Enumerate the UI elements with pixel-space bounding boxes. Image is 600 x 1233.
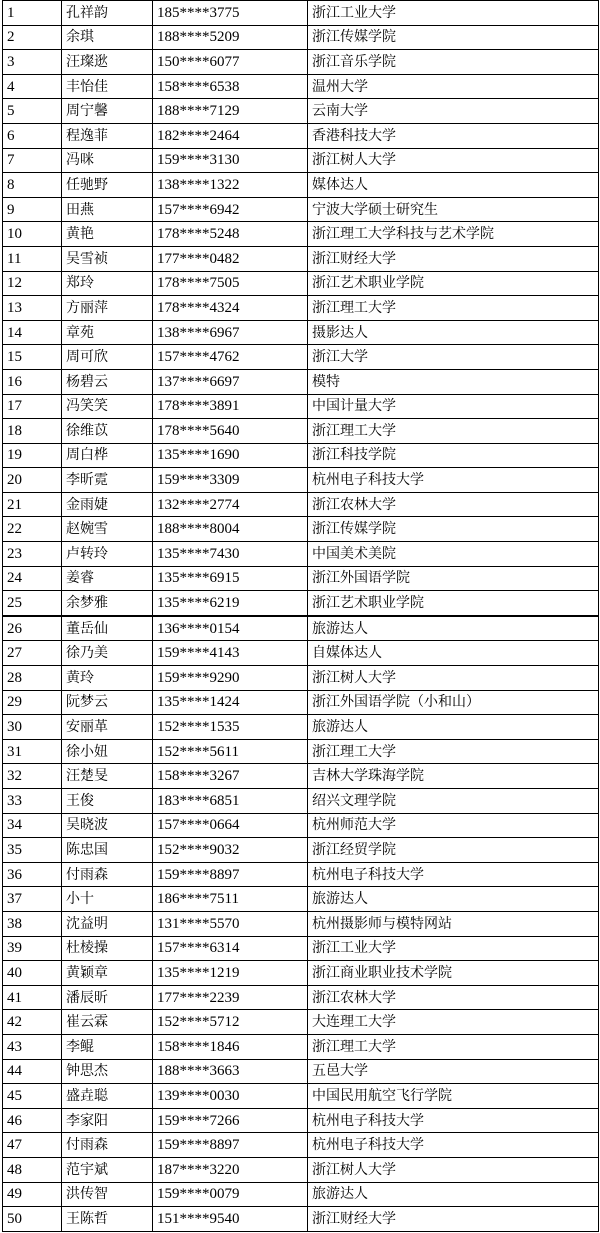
row-number-cell: 25 (3, 591, 62, 616)
name-cell: 吴雪祯 (62, 246, 153, 271)
row-number-cell: 50 (3, 1207, 62, 1232)
organization-cell: 旅游达人 (308, 616, 599, 641)
row-number-cell: 36 (3, 862, 62, 887)
table-row (3, 419, 599, 444)
organization-cell: 浙江外国语学院（小和山） (308, 690, 599, 715)
name-cell: 任驰野 (62, 173, 153, 198)
table-row (3, 764, 599, 789)
row-number-cell: 38 (3, 911, 62, 936)
phone-cell: 159****9290 (153, 666, 308, 691)
row-number-cell: 16 (3, 369, 62, 394)
organization-cell: 浙江经贸学院 (308, 838, 599, 863)
table-row (3, 1010, 599, 1035)
table-row (3, 961, 599, 986)
name-cell: 冯咪 (62, 148, 153, 173)
name-cell: 周可欣 (62, 345, 153, 370)
table-row (3, 542, 599, 567)
row-number-cell: 48 (3, 1157, 62, 1182)
phone-cell: 138****1322 (153, 173, 308, 198)
phone-cell: 178****7505 (153, 271, 308, 296)
row-number-cell: 44 (3, 1059, 62, 1084)
table-row (3, 936, 599, 961)
table-row (3, 468, 599, 493)
phone-cell: 178****5248 (153, 222, 308, 247)
table-row (3, 1182, 599, 1207)
phone-cell: 159****8897 (153, 1133, 308, 1158)
table-row (3, 394, 599, 419)
organization-cell: 吉林大学珠海学院 (308, 764, 599, 789)
organization-cell: 浙江树人大学 (308, 148, 599, 173)
table-row (3, 222, 599, 247)
name-cell: 黄玲 (62, 666, 153, 691)
organization-cell: 中国民用航空飞行学院 (308, 1084, 599, 1109)
name-cell: 余梦雅 (62, 591, 153, 616)
row-number-cell: 34 (3, 813, 62, 838)
table-row (3, 690, 599, 715)
row-number-cell: 42 (3, 1010, 62, 1035)
organization-cell: 浙江工业大学 (308, 936, 599, 961)
table-row (3, 789, 599, 814)
organization-cell: 浙江音乐学院 (308, 50, 599, 75)
organization-cell: 浙江外国语学院 (308, 566, 599, 591)
row-number-cell: 9 (3, 197, 62, 222)
table-row (3, 911, 599, 936)
name-cell: 付雨森 (62, 862, 153, 887)
organization-cell: 杭州师范大学 (308, 813, 599, 838)
table-row (3, 715, 599, 740)
organization-cell: 摄影达人 (308, 320, 599, 345)
name-cell: 范宇斌 (62, 1157, 153, 1182)
organization-cell: 浙江传媒学院 (308, 517, 599, 542)
table-row (3, 197, 599, 222)
name-cell: 孔祥韵 (62, 1, 153, 26)
phone-cell: 178****5640 (153, 419, 308, 444)
organization-cell: 旅游达人 (308, 1182, 599, 1207)
phone-cell: 188****5209 (153, 25, 308, 50)
name-cell: 周白桦 (62, 443, 153, 468)
table-row (3, 492, 599, 517)
organization-cell: 绍兴文理学院 (308, 789, 599, 814)
table-row (3, 591, 599, 616)
table-row (3, 1059, 599, 1084)
name-cell: 汪璨逖 (62, 50, 153, 75)
phone-cell: 151****9540 (153, 1207, 308, 1232)
organization-cell: 杭州电子科技大学 (308, 1108, 599, 1133)
table-row (3, 25, 599, 50)
row-number-cell: 32 (3, 764, 62, 789)
organization-cell: 旅游达人 (308, 715, 599, 740)
phone-cell: 157****0664 (153, 813, 308, 838)
table-row (3, 148, 599, 173)
organization-cell: 浙江农林大学 (308, 985, 599, 1010)
phone-cell: 150****6077 (153, 50, 308, 75)
phone-cell: 157****6942 (153, 197, 308, 222)
phone-cell: 158****1846 (153, 1034, 308, 1059)
row-number-cell: 46 (3, 1108, 62, 1133)
phone-cell: 159****0079 (153, 1182, 308, 1207)
row-number-cell: 8 (3, 173, 62, 198)
organization-cell: 浙江艺术职业学院 (308, 591, 599, 616)
organization-cell: 浙江商业职业技术学院 (308, 961, 599, 986)
table-row (3, 1133, 599, 1158)
name-cell: 黄颖章 (62, 961, 153, 986)
table-row (3, 641, 599, 666)
name-cell: 方丽萍 (62, 296, 153, 321)
phone-cell: 188****3663 (153, 1059, 308, 1084)
name-cell: 郑玲 (62, 271, 153, 296)
table-row (3, 1157, 599, 1182)
phone-cell: 159****3309 (153, 468, 308, 493)
organization-cell: 浙江理工大学 (308, 419, 599, 444)
phone-cell: 183****6851 (153, 789, 308, 814)
row-number-cell: 15 (3, 345, 62, 370)
organization-cell: 杭州电子科技大学 (308, 1133, 599, 1158)
name-cell: 钟思杰 (62, 1059, 153, 1084)
table-row (3, 739, 599, 764)
row-number-cell: 31 (3, 739, 62, 764)
table-row (3, 50, 599, 75)
table-row (3, 123, 599, 148)
row-number-cell: 35 (3, 838, 62, 863)
organization-cell: 云南大学 (308, 99, 599, 124)
row-number-cell: 26 (3, 616, 62, 641)
row-number-cell: 40 (3, 961, 62, 986)
row-number-cell: 4 (3, 74, 62, 99)
phone-cell: 135****1219 (153, 961, 308, 986)
table-row (3, 271, 599, 296)
name-cell: 程逸菲 (62, 123, 153, 148)
table-row (3, 813, 599, 838)
table-row (3, 566, 599, 591)
table-row (3, 320, 599, 345)
row-number-cell: 49 (3, 1182, 62, 1207)
organization-cell: 媒体达人 (308, 173, 599, 198)
organization-cell: 大连理工大学 (308, 1010, 599, 1035)
name-cell: 徐乃美 (62, 641, 153, 666)
name-cell: 徐小妞 (62, 739, 153, 764)
table-row (3, 838, 599, 863)
phone-cell: 159****8897 (153, 862, 308, 887)
name-cell: 丰怡佳 (62, 74, 153, 99)
phone-cell: 187****3220 (153, 1157, 308, 1182)
table-row (3, 296, 599, 321)
phone-cell: 182****2464 (153, 123, 308, 148)
organization-cell: 温州大学 (308, 74, 599, 99)
row-number-cell: 28 (3, 666, 62, 691)
name-cell: 黄艳 (62, 222, 153, 247)
organization-cell: 杭州电子科技大学 (308, 862, 599, 887)
phone-cell: 152****5611 (153, 739, 308, 764)
row-number-cell: 11 (3, 246, 62, 271)
organization-cell: 五邑大学 (308, 1059, 599, 1084)
organization-cell: 杭州电子科技大学 (308, 468, 599, 493)
row-number-cell: 43 (3, 1034, 62, 1059)
row-number-cell: 12 (3, 271, 62, 296)
row-number-cell: 6 (3, 123, 62, 148)
name-cell: 李鲲 (62, 1034, 153, 1059)
table-row (3, 517, 599, 542)
row-number-cell: 45 (3, 1084, 62, 1109)
organization-cell: 自媒体达人 (308, 641, 599, 666)
phone-cell: 132****2774 (153, 492, 308, 517)
participant-table-body (3, 1, 599, 1232)
organization-cell: 浙江理工大学 (308, 1034, 599, 1059)
organization-cell: 浙江树人大学 (308, 1157, 599, 1182)
row-number-cell: 27 (3, 641, 62, 666)
phone-cell: 158****6538 (153, 74, 308, 99)
phone-cell: 135****7430 (153, 542, 308, 567)
phone-cell: 188****8004 (153, 517, 308, 542)
table-row (3, 666, 599, 691)
row-number-cell: 30 (3, 715, 62, 740)
phone-cell: 152****5712 (153, 1010, 308, 1035)
phone-cell: 159****4143 (153, 641, 308, 666)
name-cell: 阮梦云 (62, 690, 153, 715)
table-row (3, 1108, 599, 1133)
row-number-cell: 2 (3, 25, 62, 50)
organization-cell: 浙江树人大学 (308, 666, 599, 691)
name-cell: 姜睿 (62, 566, 153, 591)
row-number-cell: 37 (3, 887, 62, 912)
name-cell: 安丽革 (62, 715, 153, 740)
name-cell: 余琪 (62, 25, 153, 50)
name-cell: 田燕 (62, 197, 153, 222)
row-number-cell: 20 (3, 468, 62, 493)
row-number-cell: 24 (3, 566, 62, 591)
organization-cell: 浙江理工大学 (308, 296, 599, 321)
organization-cell: 浙江科技学院 (308, 443, 599, 468)
organization-cell: 杭州摄影师与模特网站 (308, 911, 599, 936)
phone-cell: 135****6915 (153, 566, 308, 591)
phone-cell: 185****3775 (153, 1, 308, 26)
phone-cell: 152****1535 (153, 715, 308, 740)
row-number-cell: 23 (3, 542, 62, 567)
organization-cell: 宁波大学硕士研究生 (308, 197, 599, 222)
table-row (3, 862, 599, 887)
name-cell: 陈忠国 (62, 838, 153, 863)
row-number-cell: 5 (3, 99, 62, 124)
organization-cell: 香港科技大学 (308, 123, 599, 148)
organization-cell: 浙江大学 (308, 345, 599, 370)
table-row (3, 1034, 599, 1059)
table-row (3, 74, 599, 99)
table-row (3, 345, 599, 370)
row-number-cell: 7 (3, 148, 62, 173)
name-cell: 金雨婕 (62, 492, 153, 517)
table-row (3, 246, 599, 271)
table-row (3, 1, 599, 26)
row-number-cell: 22 (3, 517, 62, 542)
row-number-cell: 18 (3, 419, 62, 444)
name-cell: 杜棱操 (62, 936, 153, 961)
organization-cell: 浙江传媒学院 (308, 25, 599, 50)
row-number-cell: 14 (3, 320, 62, 345)
phone-cell: 159****3130 (153, 148, 308, 173)
row-number-cell: 17 (3, 394, 62, 419)
row-number-cell: 19 (3, 443, 62, 468)
name-cell: 董岳仙 (62, 616, 153, 641)
name-cell: 汪楚旻 (62, 764, 153, 789)
name-cell: 吴晓波 (62, 813, 153, 838)
organization-cell: 浙江理工大学 (308, 739, 599, 764)
organization-cell: 浙江财经大学 (308, 246, 599, 271)
name-cell: 章苑 (62, 320, 153, 345)
row-number-cell: 39 (3, 936, 62, 961)
participant-table (2, 0, 599, 1232)
name-cell: 赵婉雪 (62, 517, 153, 542)
table-row (3, 369, 599, 394)
organization-cell: 中国美术美院 (308, 542, 599, 567)
name-cell: 冯笑笑 (62, 394, 153, 419)
phone-cell: 177****2239 (153, 985, 308, 1010)
name-cell: 王俊 (62, 789, 153, 814)
name-cell: 王陈哲 (62, 1207, 153, 1232)
organization-cell: 中国计量大学 (308, 394, 599, 419)
phone-cell: 139****0030 (153, 1084, 308, 1109)
name-cell: 李家阳 (62, 1108, 153, 1133)
row-number-cell: 47 (3, 1133, 62, 1158)
phone-cell: 137****6697 (153, 369, 308, 394)
row-number-cell: 33 (3, 789, 62, 814)
table-row (3, 616, 599, 641)
phone-cell: 138****6967 (153, 320, 308, 345)
table-row (3, 887, 599, 912)
table-row (3, 443, 599, 468)
name-cell: 盛垚聪 (62, 1084, 153, 1109)
name-cell: 沈益明 (62, 911, 153, 936)
name-cell: 周宁馨 (62, 99, 153, 124)
organization-cell: 旅游达人 (308, 887, 599, 912)
table-row (3, 1207, 599, 1232)
organization-cell: 浙江财经大学 (308, 1207, 599, 1232)
phone-cell: 157****4762 (153, 345, 308, 370)
name-cell: 李昕霓 (62, 468, 153, 493)
row-number-cell: 1 (3, 1, 62, 26)
name-cell: 小十 (62, 887, 153, 912)
table-row (3, 99, 599, 124)
name-cell: 卢转玲 (62, 542, 153, 567)
row-number-cell: 13 (3, 296, 62, 321)
name-cell: 徐维苡 (62, 419, 153, 444)
name-cell: 洪传智 (62, 1182, 153, 1207)
name-cell: 崔云霖 (62, 1010, 153, 1035)
name-cell: 杨碧云 (62, 369, 153, 394)
row-number-cell: 21 (3, 492, 62, 517)
phone-cell: 135****1690 (153, 443, 308, 468)
phone-cell: 177****0482 (153, 246, 308, 271)
phone-cell: 152****9032 (153, 838, 308, 863)
table-row (3, 173, 599, 198)
organization-cell: 浙江理工大学科技与艺术学院 (308, 222, 599, 247)
table-row (3, 1084, 599, 1109)
phone-cell: 135****6219 (153, 591, 308, 616)
organization-cell: 模特 (308, 369, 599, 394)
phone-cell: 188****7129 (153, 99, 308, 124)
organization-cell: 浙江工业大学 (308, 1, 599, 26)
phone-cell: 178****4324 (153, 296, 308, 321)
phone-cell: 157****6314 (153, 936, 308, 961)
row-number-cell: 3 (3, 50, 62, 75)
row-number-cell: 41 (3, 985, 62, 1010)
name-cell: 付雨森 (62, 1133, 153, 1158)
phone-cell: 159****7266 (153, 1108, 308, 1133)
name-cell: 潘辰昕 (62, 985, 153, 1010)
phone-cell: 186****7511 (153, 887, 308, 912)
organization-cell: 浙江农林大学 (308, 492, 599, 517)
phone-cell: 178****3891 (153, 394, 308, 419)
phone-cell: 135****1424 (153, 690, 308, 715)
row-number-cell: 29 (3, 690, 62, 715)
organization-cell: 浙江艺术职业学院 (308, 271, 599, 296)
row-number-cell: 10 (3, 222, 62, 247)
phone-cell: 131****5570 (153, 911, 308, 936)
phone-cell: 136****0154 (153, 616, 308, 641)
phone-cell: 158****3267 (153, 764, 308, 789)
table-row (3, 985, 599, 1010)
